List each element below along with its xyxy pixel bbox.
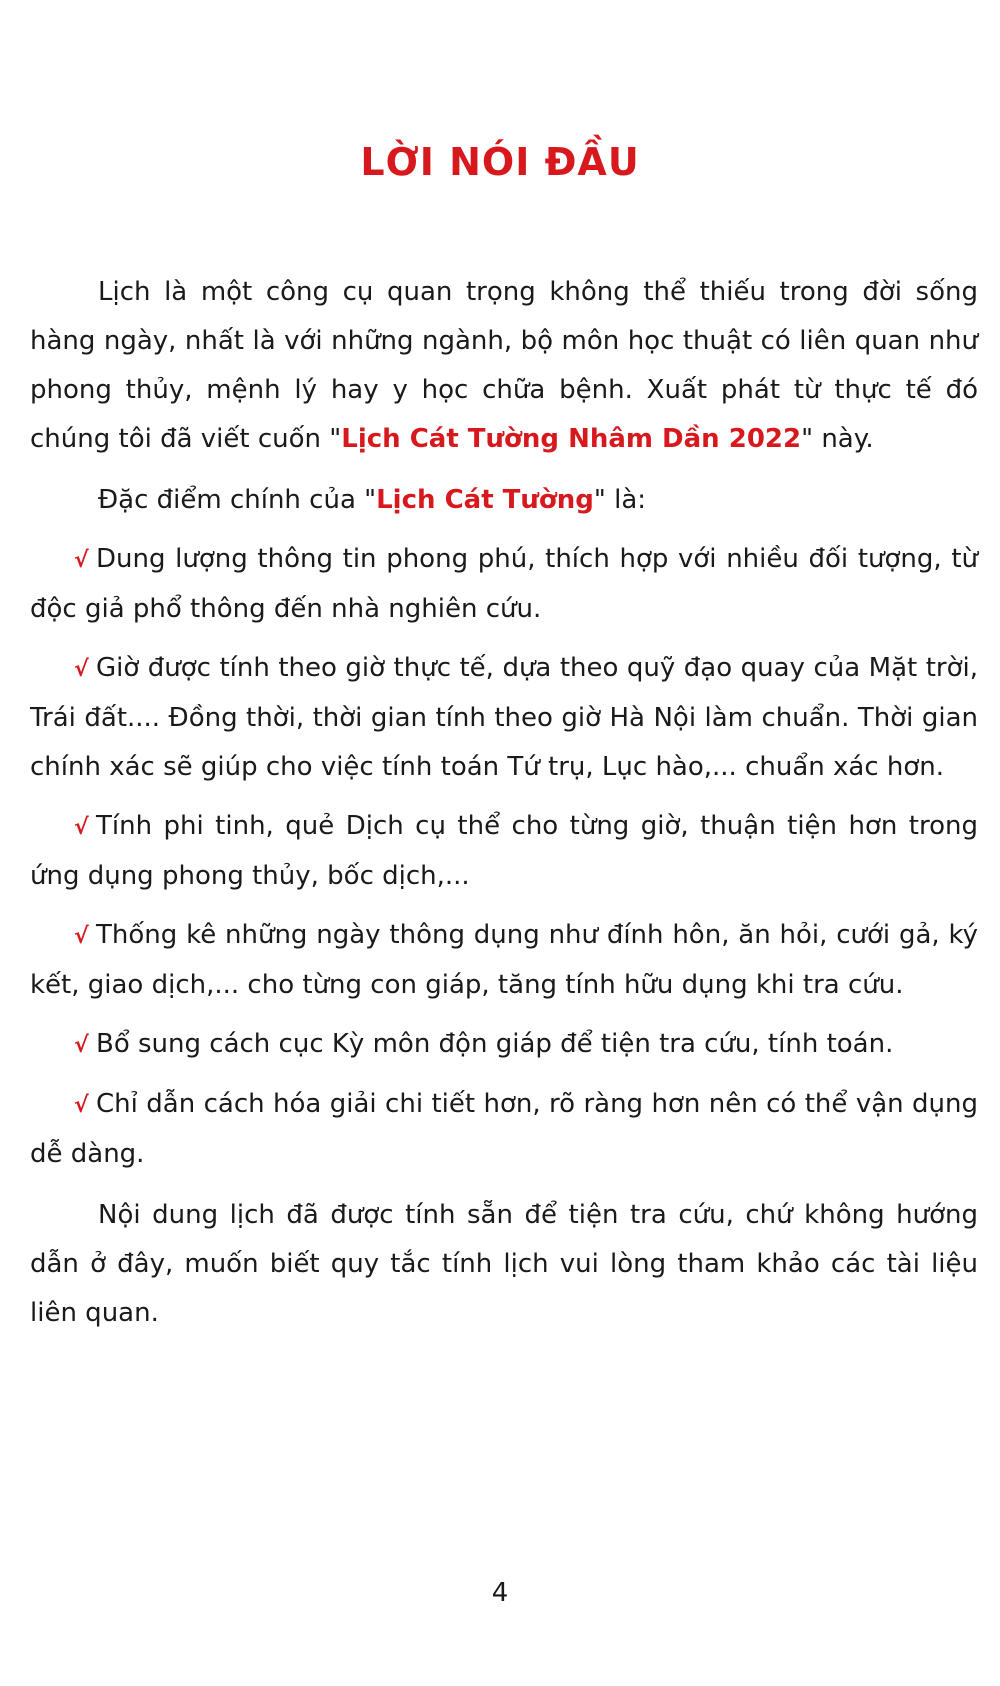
check-mark-icon: √ bbox=[74, 815, 89, 840]
bullet-item bbox=[30, 535, 978, 634]
calendar-name-highlight: Lịch Cát Tường bbox=[376, 485, 594, 515]
bullet-item bbox=[30, 1080, 978, 1179]
check-mark-icon: √ bbox=[74, 548, 89, 573]
bullet-text: Giờ được tính theo giờ thực tế, dựa theo quỹ đạo quay của Mặt trời, Trái đất.... Đồng thời, thời gian tính theo giờ Hà Nội làm chuẩn. Thời gian chính xác sẽ giúp cho việc tính toán Tứ trụ, Lục hào,... chuẩn xác hơn. bbox=[30, 653, 978, 782]
page-title: LỜI NÓI ĐẦU bbox=[360, 140, 640, 184]
check-mark-icon: √ bbox=[74, 1033, 89, 1058]
page-number: 4 bbox=[491, 1578, 509, 1608]
bullet-item bbox=[30, 1020, 978, 1070]
check-mark-icon: √ bbox=[74, 1093, 89, 1118]
bullet-item bbox=[30, 911, 978, 1010]
intro-text-after: " này. bbox=[801, 424, 874, 454]
features-intro-before: Đặc điểm chính của " bbox=[98, 485, 377, 515]
bullet-item bbox=[30, 644, 978, 792]
intro-paragraph bbox=[30, 268, 978, 464]
bullet-text: Thống kê những ngày thông dụng như đính hôn, ăn hỏi, cưới gả, ký kết, giao dịch,... cho từng con giáp, tăng tính hữu dụng khi tra cứu. bbox=[30, 920, 978, 1000]
bullet-text: Chỉ dẫn cách hóa giải chi tiết hơn, rõ ràng hơn nên có thể vận dụng dễ dàng. bbox=[30, 1089, 978, 1169]
check-mark-icon: √ bbox=[74, 924, 89, 949]
bullet-text: Tính phi tinh, quẻ Dịch cụ thể cho từng giờ, thuận tiện hơn trong ứng dụng phong thủy, bốc dịch,... bbox=[30, 811, 978, 891]
book-name-highlight: Lịch Cát Tường Nhâm Dần 2022 bbox=[341, 424, 802, 454]
bullet-item bbox=[30, 802, 978, 901]
bullet-text: Dung lượng thông tin phong phú, thích hợp với nhiều đối tượng, từ độc giả phổ thông đến nhà nghiên cứu. bbox=[30, 544, 978, 624]
closing-paragraph: Nội dung lịch đã được tính sẵn để tiện tra cứu, chứ không hướng dẫn ở đây, muốn biết quy tắc tính lịch vui lòng tham khảo các tài liệu liên quan. bbox=[30, 1200, 978, 1328]
bullet-text: Bổ sung cách cục Kỳ môn độn giáp để tiện tra cứu, tính toán. bbox=[96, 1029, 894, 1059]
body-text bbox=[30, 268, 978, 1338]
features-intro-paragraph bbox=[30, 476, 978, 525]
intro-text-before: Lịch là một công cụ quan trọng không thể thiếu trong đời sống hàng ngày, nhất là với những ngành, bộ môn học thuật có liên quan như phong thủy, mệnh lý hay y học chữa bệnh. Xuất phát từ thực tế đó chúng tôi đã viết cuốn " bbox=[30, 277, 978, 454]
features-intro-after: " là: bbox=[593, 485, 647, 515]
check-mark-icon: √ bbox=[74, 657, 89, 682]
